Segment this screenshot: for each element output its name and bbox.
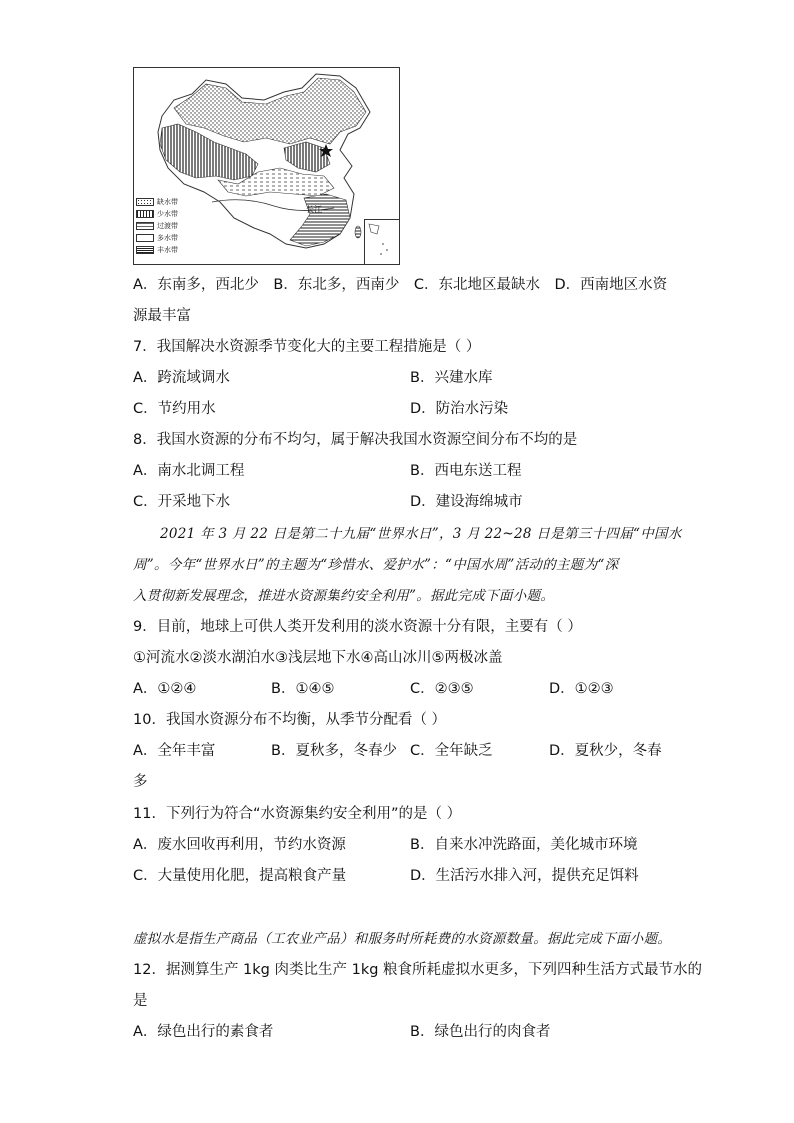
q9-option-b: B．①④⑤ [271, 681, 335, 697]
q10-option-c: C．全年缺乏 [410, 743, 493, 759]
inset-drawing [365, 220, 399, 264]
q10-option-d-continuation: 多 [133, 774, 148, 790]
q10-option-b: B．夏秋多，冬春少 [271, 743, 397, 759]
q8-option-c: C．开采地下水 [133, 494, 231, 510]
q7-option-b: B．兴建水库 [410, 370, 493, 386]
q8-stem: 8．我国水资源的分布不均匀，属于解决我国水资源空间分布不均的是 [133, 432, 578, 448]
legend-label: 少水带 [157, 210, 178, 218]
q11-option-d: D．生活污水排入河，提供充足饵料 [410, 868, 639, 884]
passage-1-line-2: 周”。今年“世界水日”的主题为“珍惜水、爱护水”：“中国水周”活动的主题为“深 [133, 557, 619, 573]
legend-label: 丰水带 [157, 246, 178, 254]
q8-option-d: D．建设海绵城市 [410, 494, 523, 510]
q12-stem: 12．据测算生产 1kg 肉类比生产 1kg 粮食所耗虚拟水更多，下列四种生活方式最节水的 [133, 962, 703, 978]
map-legend [136, 196, 196, 256]
q11-option-a: A．废水回收再利用，节约水资源 [133, 837, 346, 853]
china-water-map [133, 67, 400, 265]
legend-label: 多水带 [157, 234, 178, 242]
legend-label: 缺水带 [157, 198, 178, 206]
q10-stem: 10．我国水资源分布不均衡，从季节分配看（ ） [133, 712, 447, 728]
passage-1-line-3: 入贯彻新发展理念，推进水资源集约安全利用”。据此完成下面小题。 [133, 588, 555, 604]
q10-option-a: A．全年丰富 [133, 743, 216, 759]
river-label: 长江 [306, 205, 322, 214]
legend-item [136, 196, 196, 208]
legend-item [136, 244, 196, 256]
q7-option-c: C．节约用水 [133, 401, 216, 417]
passage-2-line-1: 虚拟水是指生产商品（工农业产品）和服务时所耗费的水资源数量。据此完成下面小题。 [133, 931, 672, 947]
passage-1-line-1: 2021 年 3 月 22 日是第二十九届“世界水日”，3 月 22~28 日是第三十四届“中国水 [160, 526, 682, 542]
legend-item [136, 220, 196, 232]
q7-stem: 7．我国解决水资源季节变化大的主要工程措施是（ ） [133, 339, 481, 355]
horizontal-stripes-swatch-icon [136, 246, 154, 254]
q11-stem: 11．下列行为符合“水资源集约安全利用”的是（ ） [133, 806, 462, 822]
q6-options-continuation: 源最丰富 [133, 308, 191, 324]
legend-item [136, 232, 196, 244]
south-china-sea-inset [364, 219, 399, 264]
q9-option-d: D．①②③ [549, 681, 614, 697]
q12-option-a: A．绿色出行的素食者 [133, 1024, 274, 1040]
legend-label: 过渡带 [157, 222, 178, 230]
q11-option-c: C．大量使用化肥，提高粮食产量 [133, 868, 347, 884]
q12-option-b: B．绿色出行的肉食者 [410, 1024, 551, 1040]
q11-option-b: B．自来水冲洗路面，美化城市环境 [410, 837, 638, 853]
q7-option-d: D．防治水污染 [410, 401, 509, 417]
q9-option-a: A．①②④ [133, 681, 197, 697]
dashes-swatch-icon [136, 222, 154, 230]
q9-stem: 9．目前，地球上可供人类开发利用的淡水资源十分有限，主要有（ ） [133, 619, 582, 635]
blank-swatch-icon [136, 234, 154, 242]
q10-option-d: D．夏秋少，冬春 [549, 743, 662, 759]
q7-option-a: A．跨流域调水 [133, 370, 230, 386]
dots-swatch-icon [136, 198, 154, 206]
q8-option-a: A．南水北调工程 [133, 463, 245, 479]
q6-options-line: A．东南多，西北少 B．东北多，西南少 C．东北地区最缺水 D．西南地区水资 [133, 277, 668, 293]
q8-option-b: B．西电东送工程 [410, 463, 522, 479]
q12-stem-continuation: 是 [133, 993, 148, 1009]
q9-items: ①河流水②淡水湖泊水③浅层地下水④高山冰川⑤两极冰盖 [133, 650, 503, 666]
vertical-stripes-swatch-icon [136, 210, 154, 218]
q9-option-c: C．②③⑤ [410, 681, 474, 697]
legend-item [136, 208, 196, 220]
